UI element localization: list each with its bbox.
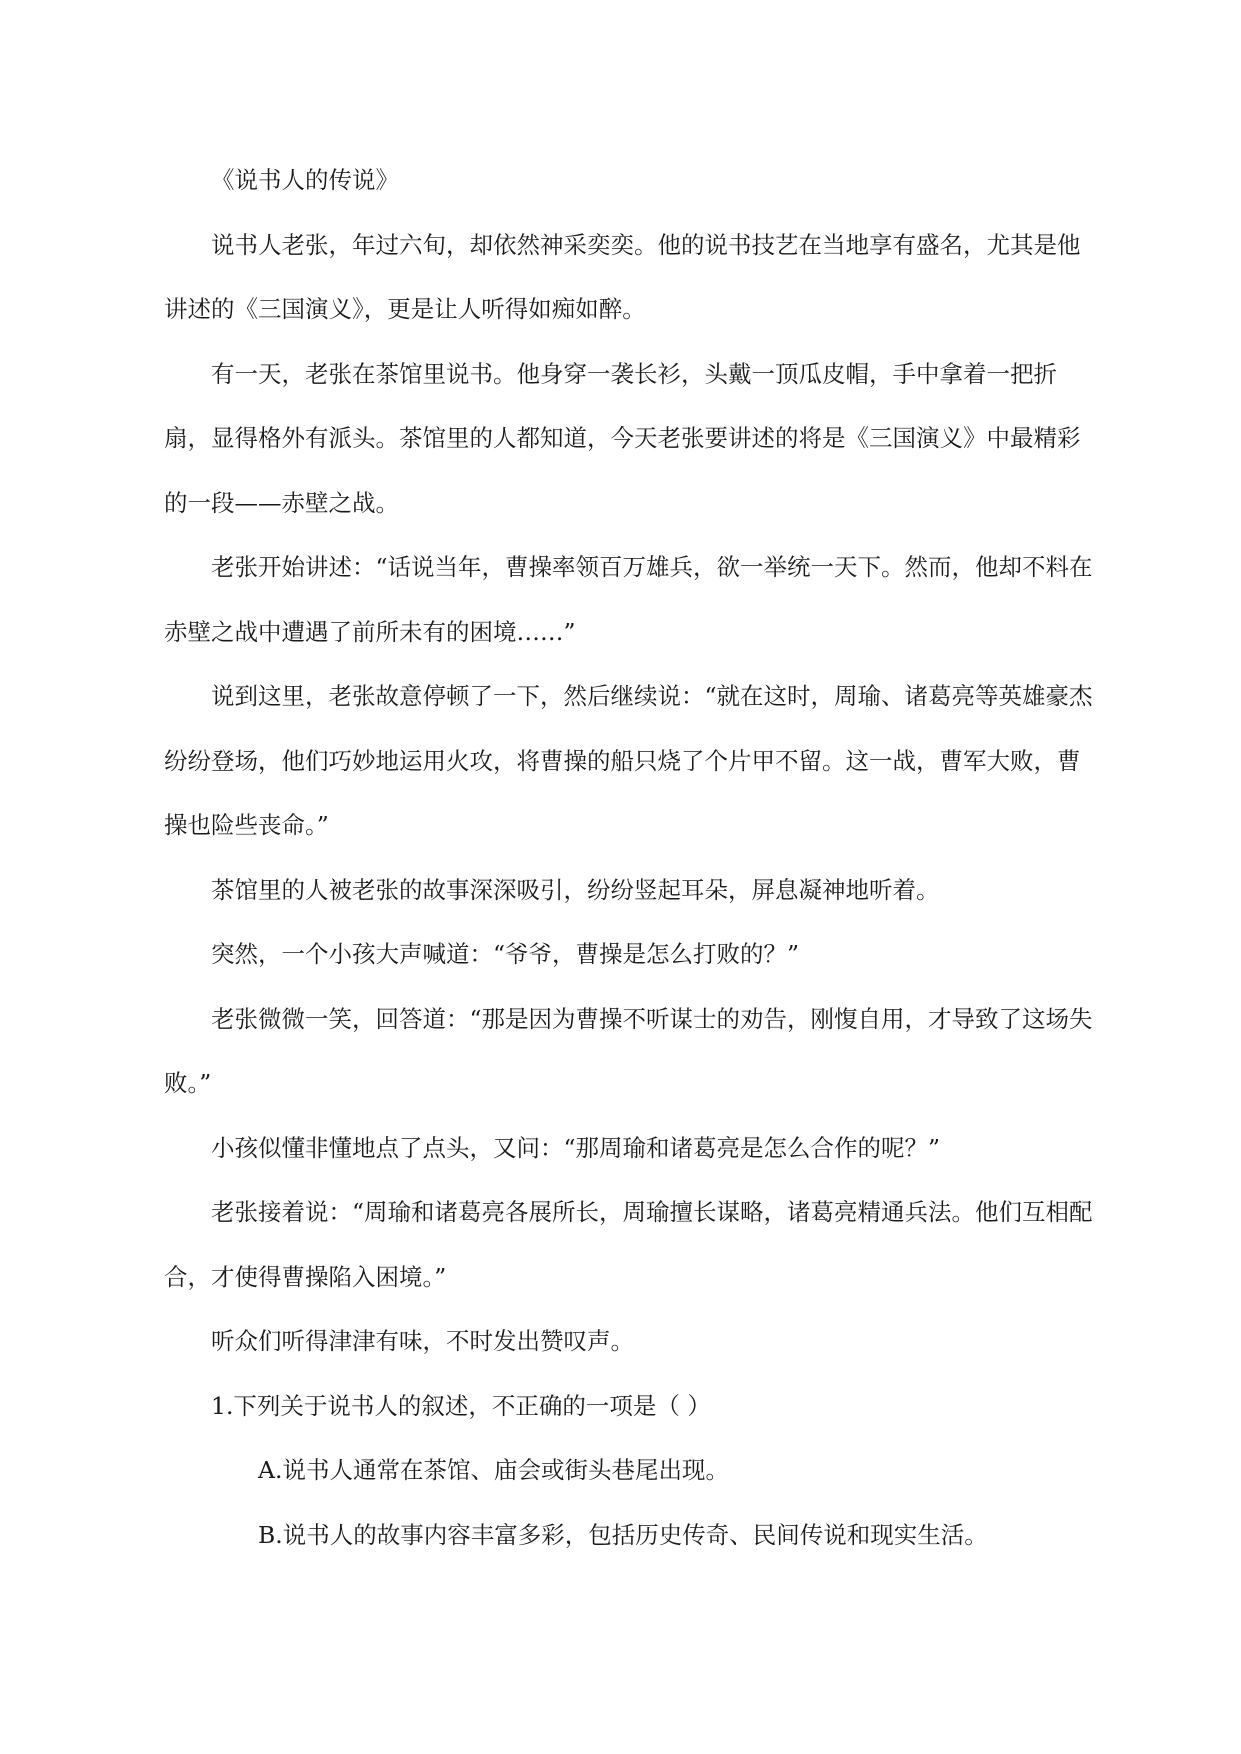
question-stem: 1.下列关于说书人的叙述，不正确的一项是（ ）	[211, 1391, 711, 1420]
document-body	[164, 148, 1094, 1567]
paragraph-5: 茶馆里的人被老张的故事深深吸引，纷纷竖起耳朵，屏息凝神地听着。	[211, 875, 940, 904]
paragraph-4: 说到这里，老张故意停顿了一下，然后继续说：“就在这时，周瑜、诸葛亮等英雄豪杰纷纷登场，他们巧妙地运用火攻，将曹操的船只烧了个片甲不留。这一战，曹军大败，曹操也险些丧命。”	[164, 682, 1093, 839]
paragraph-10: 听众们听得津津有味，不时发出赞叹声。	[211, 1327, 634, 1355]
paragraph-1: 说书人老张，年过六旬，却依然神采奕奕。他的说书技艺在当地享有盛名，尤其是他讲述的《三国演义》，更是让人听得如痴如醉。	[164, 230, 1081, 323]
paragraph-8: 小孩似懂非懂地点了点头，又问：“那周瑜和诸葛亮是怎么合作的呢？”	[211, 1133, 941, 1162]
option-a-text: 说书人通常在茶馆、庙会或街头巷尾出现。	[282, 1456, 729, 1484]
paragraph-7: 老张微微一笑，回答道：“那是因为曹操不听谋士的劝告，刚愎自用，才导致了这场失败。”	[164, 1004, 1093, 1097]
paragraph-2: 有一天，老张在茶馆里说书。他身穿一袭长衫，头戴一顶瓜皮帽，手中拿着一把折扇，显得格外有派头。茶馆里的人都知道，今天老张要讲述的将是《三国演义》中最精彩的一段——赤壁之战。	[164, 359, 1081, 517]
document-title: 《说书人的传说》	[211, 166, 399, 194]
option-b-mark: B.	[258, 1520, 283, 1549]
paragraph-9: 老张接着说：“周瑜和诸葛亮各展所长，周瑜擅长谋略，诸葛亮精通兵法。他们互相配合，才使得曹操陷入困境。”	[164, 1198, 1093, 1291]
paragraph-3: 老张开始讲述：“话说当年，曹操率领百万雄兵，欲一举统一天下。然而，他却不料在赤壁之战中遭遇了前所未有的困境……”	[164, 553, 1093, 646]
paragraph-6: 突然，一个小孩大声喊道：“爷爷，曹操是怎么打败的？”	[211, 940, 800, 968]
question-option-a	[164, 1438, 1094, 1503]
option-b-text: 说书人的故事内容丰富多彩，包括历史传奇、民间传说和现实生活。	[282, 1520, 988, 1549]
option-a-mark: A.	[258, 1456, 283, 1484]
question-option-b	[164, 1503, 1094, 1568]
